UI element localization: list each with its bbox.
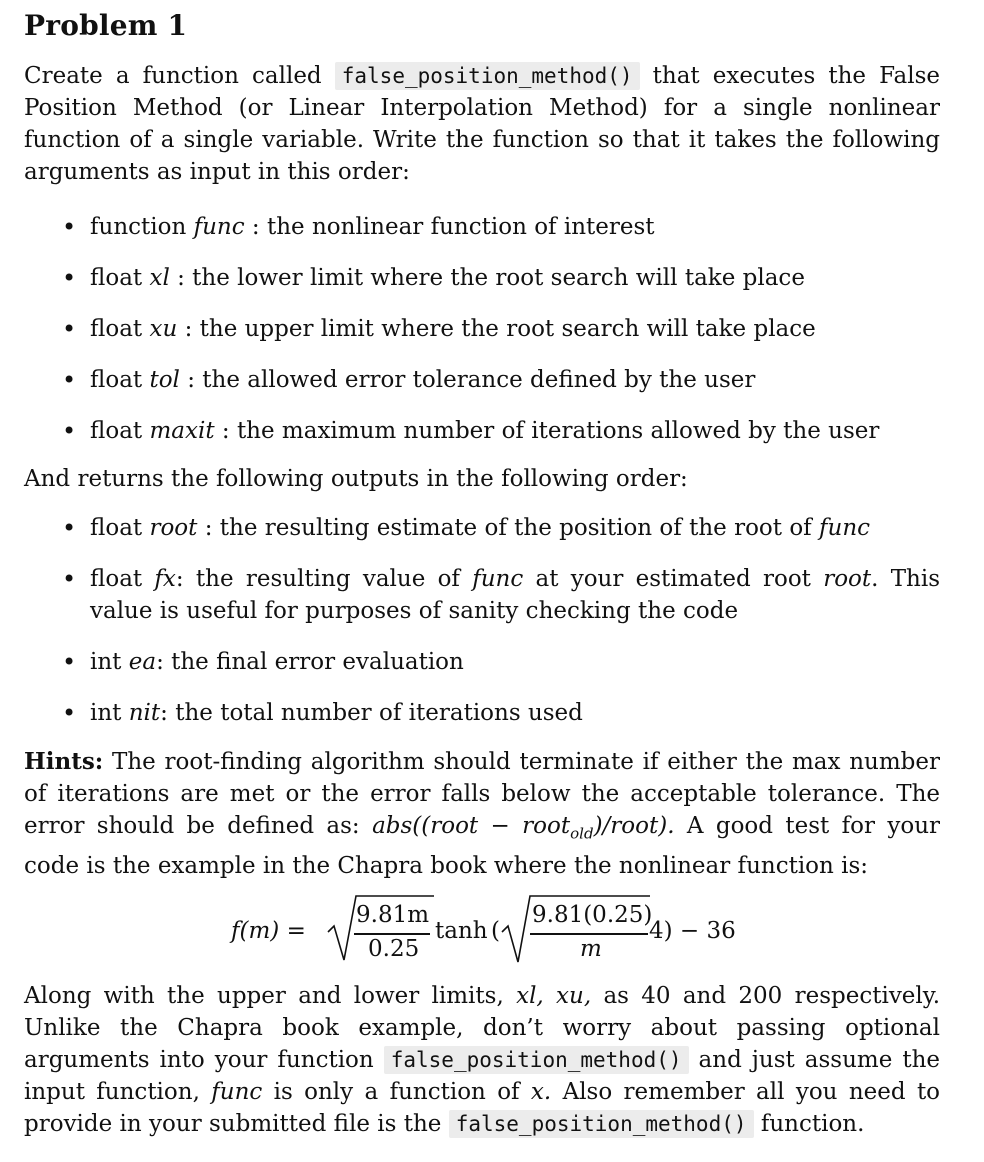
fraction-numerator-1: 9.81m [356, 902, 430, 928]
intro-text-2: that executes the False Position Method (or Linear Interpolation Method) for a single nonlinear function of a single variable. Write the function so that it takes the following arguments as input in this order: [24, 63, 940, 185]
problem-title: Problem 1 [24, 9, 188, 42]
fraction-denominator-1: 0.25 [368, 936, 420, 962]
list-item: • float root : the resulting estimate of the position of the root of func [60, 512, 940, 544]
hints-label: Hints: [24, 748, 104, 775]
intro-function-code: false_position_method() [335, 62, 640, 90]
fraction-denominator-2: m [580, 936, 602, 962]
intro-text-1: Create a function called [24, 63, 322, 89]
tanh-label: tanh [435, 918, 488, 944]
list-item: • float xu : the upper limit where the root search will take place [60, 313, 940, 345]
equation-tail: 4) − 36 [649, 918, 736, 944]
list-item: • float xl : the lower limit where the root search will take place [60, 262, 940, 294]
fraction-bar-1 [354, 933, 430, 935]
closing-paragraph: Along with the upper and lower limits, xl, xu, as 40 and 200 respectively. Unlike the Chapra book example, don’t worry about passing optional arguments into your function false_position_method() and just assume the input function, func is only a function of x. Also remember all you need to provide in your submitted file is the false_position_method() function. [24, 983, 941, 1137]
error-formula: abs((root − root$_{old}$)/root). [372, 813, 675, 843]
list-item: • int ea: the final error evaluation [60, 646, 940, 678]
list-item: • int nit: the total number of iterations used [60, 697, 940, 729]
equation-lhs: f(m) = [231, 918, 306, 944]
hints-paragraph: Hints: The root-finding algorithm should terminate if either the max number of iterations are met or the error falls below the acceptable tolerance. The error should be defined as: abs((root − root$_{old}$)/root). A good test for your code is the example in the Chapra book where the nonlinear function is: [24, 748, 941, 879]
intro-paragraph [24, 60, 940, 188]
closing-function-code: false_position_method() [384, 1046, 689, 1074]
fraction-bar-2 [530, 933, 648, 935]
list-item: • float maxit : the maximum number of iterations allowed by the user [60, 415, 940, 447]
closing-function-code-2: false_position_method() [449, 1110, 754, 1138]
list-item: • float fx: the resulting value of func at your estimated root root. This value is useful for purposes of sanity checking the code [60, 563, 940, 627]
list-item: • float tol : the allowed error tolerance defined by the user [60, 364, 940, 396]
list-item: • function func : the nonlinear function of interest [60, 211, 940, 243]
returns-intro: And returns the following outputs in the following order: [24, 466, 688, 492]
fraction-numerator-2: 9.81(0.25) [532, 902, 653, 928]
chapra-equation: f(m) = 9.81m 0.25 tanh ( 9.81(0.25) m 4) − 36 [0, 880, 984, 970]
